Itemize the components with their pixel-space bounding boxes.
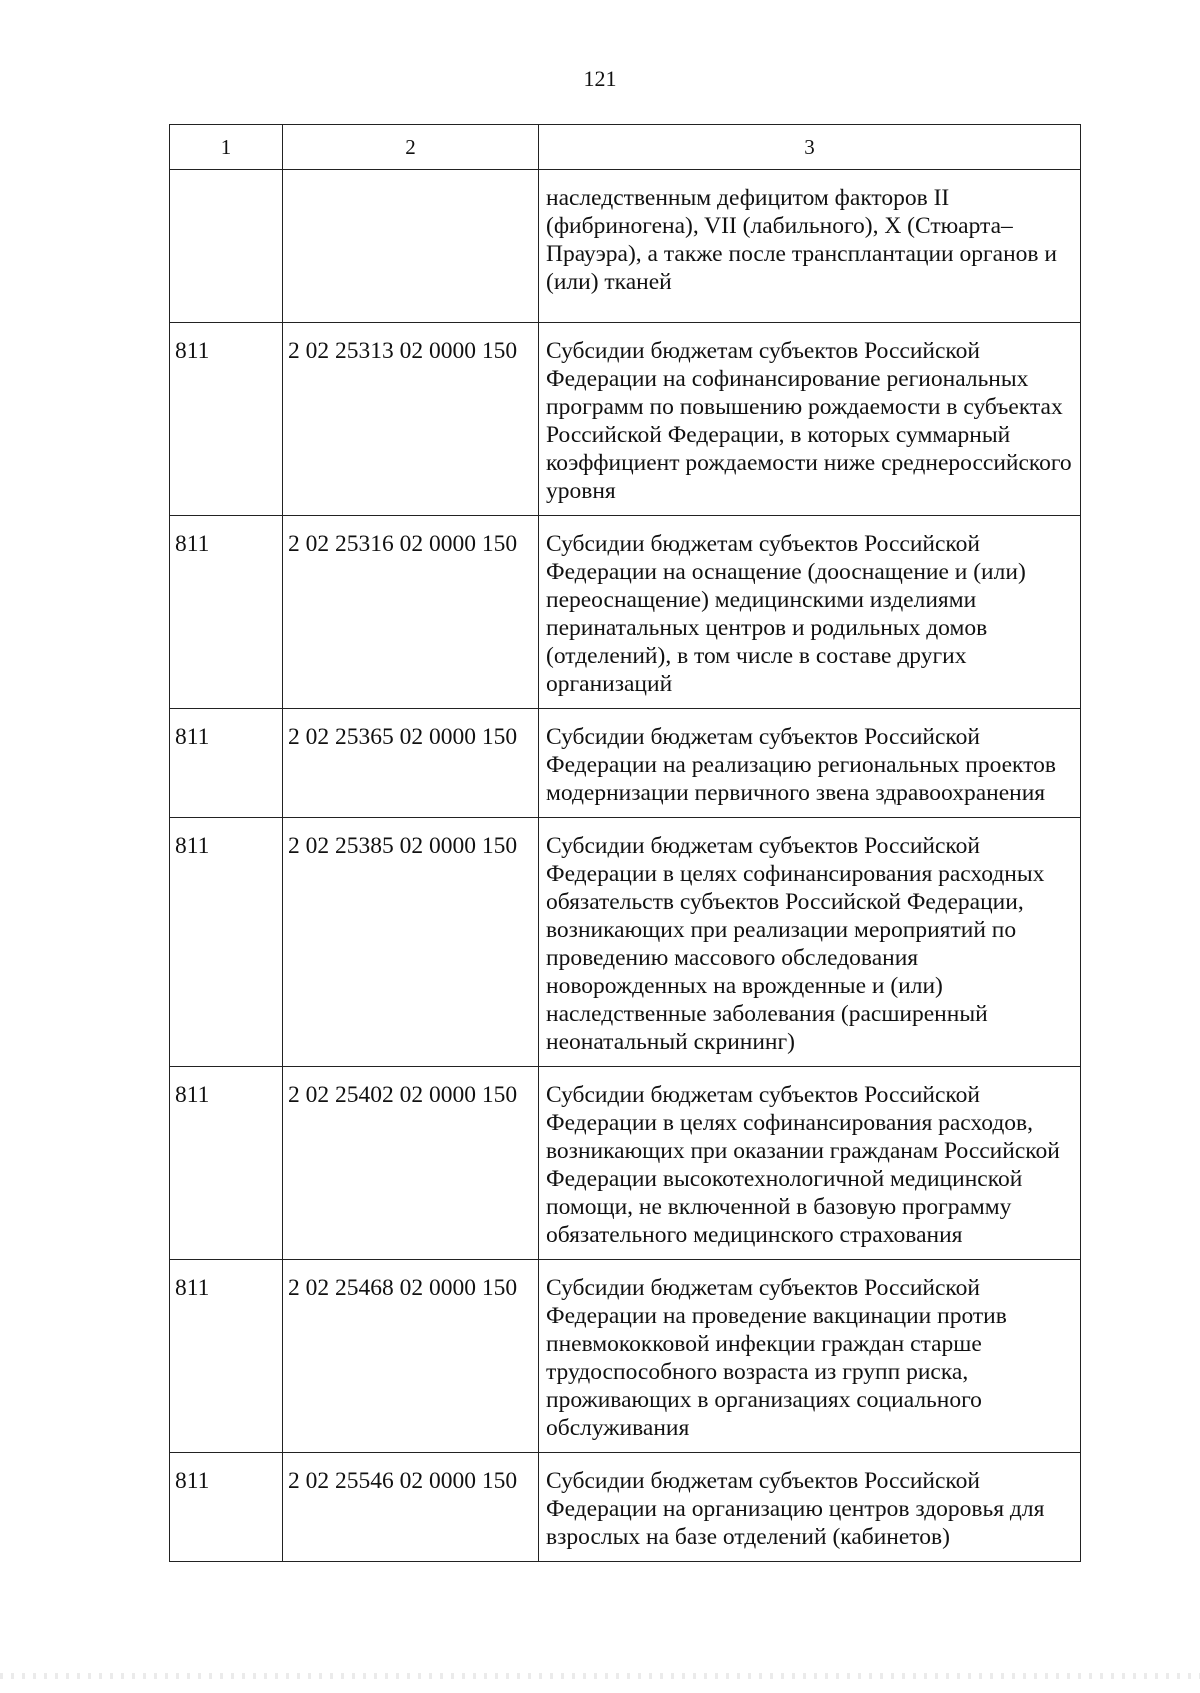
- cell-admin-code: 811: [170, 709, 283, 818]
- cell-budget-code: 2 02 25468 02 0000 150: [283, 1260, 539, 1453]
- cell-description: Субсидии бюджетам субъектов Российской Федерации в целях софинансирования расходных обязательств субъектов Российской Федерации, возникающих при реализации мероприятий по проведению массового обследования новорожденных на врожденные и (или) наследственные заболевания (расширенный неонатальный скрининг): [539, 818, 1081, 1067]
- header-col-2: 2: [283, 125, 539, 170]
- cell-budget-code: 2 02 25313 02 0000 150: [283, 323, 539, 516]
- cell-description: Субсидии бюджетам субъектов Российской Федерации на оснащение (дооснащение и (или) переоснащение) медицинскими изделиями перинатальных центров и родильных домов (отделений), в том числе в составе других организаций: [539, 516, 1081, 709]
- cell-budget-code: 2 02 25546 02 0000 150: [283, 1453, 539, 1562]
- table-row: [170, 1067, 1081, 1260]
- cell-budget-code: 2 02 25385 02 0000 150: [283, 818, 539, 1067]
- cell-description: Субсидии бюджетам субъектов Российской Федерации на организацию центров здоровья для взрослых на базе отделений (кабинетов): [539, 1453, 1081, 1562]
- cell-description: Субсидии бюджетам субъектов Российской Федерации на софинансирование региональных программ по повышению рождаемости в субъектах Российской Федерации, в которых суммарный коэффициент рождаемости ниже среднероссийского уровня: [539, 323, 1081, 516]
- table-row: [170, 1453, 1081, 1562]
- cell-budget-code: 2 02 25316 02 0000 150: [283, 516, 539, 709]
- page-number: 121: [583, 66, 617, 91]
- table-row: [170, 323, 1081, 516]
- header-col-3: 3: [539, 125, 1081, 170]
- cell-admin-code: 811: [170, 818, 283, 1067]
- header-row: [170, 125, 1081, 170]
- cell-col-2: [283, 170, 539, 323]
- cell-admin-code: 811: [170, 1260, 283, 1453]
- table-row: [170, 709, 1081, 818]
- table-row-continuation: [170, 170, 1081, 323]
- budget-codes-table: [169, 124, 1081, 1562]
- cell-col-1: [170, 170, 283, 323]
- cell-budget-code: 2 02 25402 02 0000 150: [283, 1067, 539, 1260]
- table-row: [170, 818, 1081, 1067]
- header-col-1: 1: [170, 125, 283, 170]
- cell-admin-code: 811: [170, 1067, 283, 1260]
- table-body: [170, 170, 1081, 1562]
- table-row: [170, 1260, 1081, 1453]
- table-row: [170, 516, 1081, 709]
- cell-description: Субсидии бюджетам субъектов Российской Федерации на проведение вакцинации против пневмококковой инфекции граждан старше трудоспособного возраста из групп риска, проживающих в организациях социального обслуживания: [539, 1260, 1081, 1453]
- cell-admin-code: 811: [170, 1453, 283, 1562]
- scan-edge-noise: [0, 1673, 1200, 1679]
- cell-budget-code: 2 02 25365 02 0000 150: [283, 709, 539, 818]
- cell-description: Субсидии бюджетам субъектов Российской Федерации на реализацию региональных проектов модернизации первичного звена здравоохранения: [539, 709, 1081, 818]
- cell-description: наследственным дефицитом факторов II (фибриногена), VII (лабильного), X (Стюарта–Прауэра), а также после трансплантации органов и (или) тканей: [539, 170, 1081, 323]
- cell-admin-code: 811: [170, 516, 283, 709]
- table-header: [170, 125, 1081, 170]
- cell-admin-code: 811: [170, 323, 283, 516]
- cell-description: Субсидии бюджетам субъектов Российской Федерации в целях софинансирования расходов, возникающих при оказании гражданам Российской Федерации высокотехнологичной медицинской помощи, не включенной в базовую программу обязательного медицинского страхования: [539, 1067, 1081, 1260]
